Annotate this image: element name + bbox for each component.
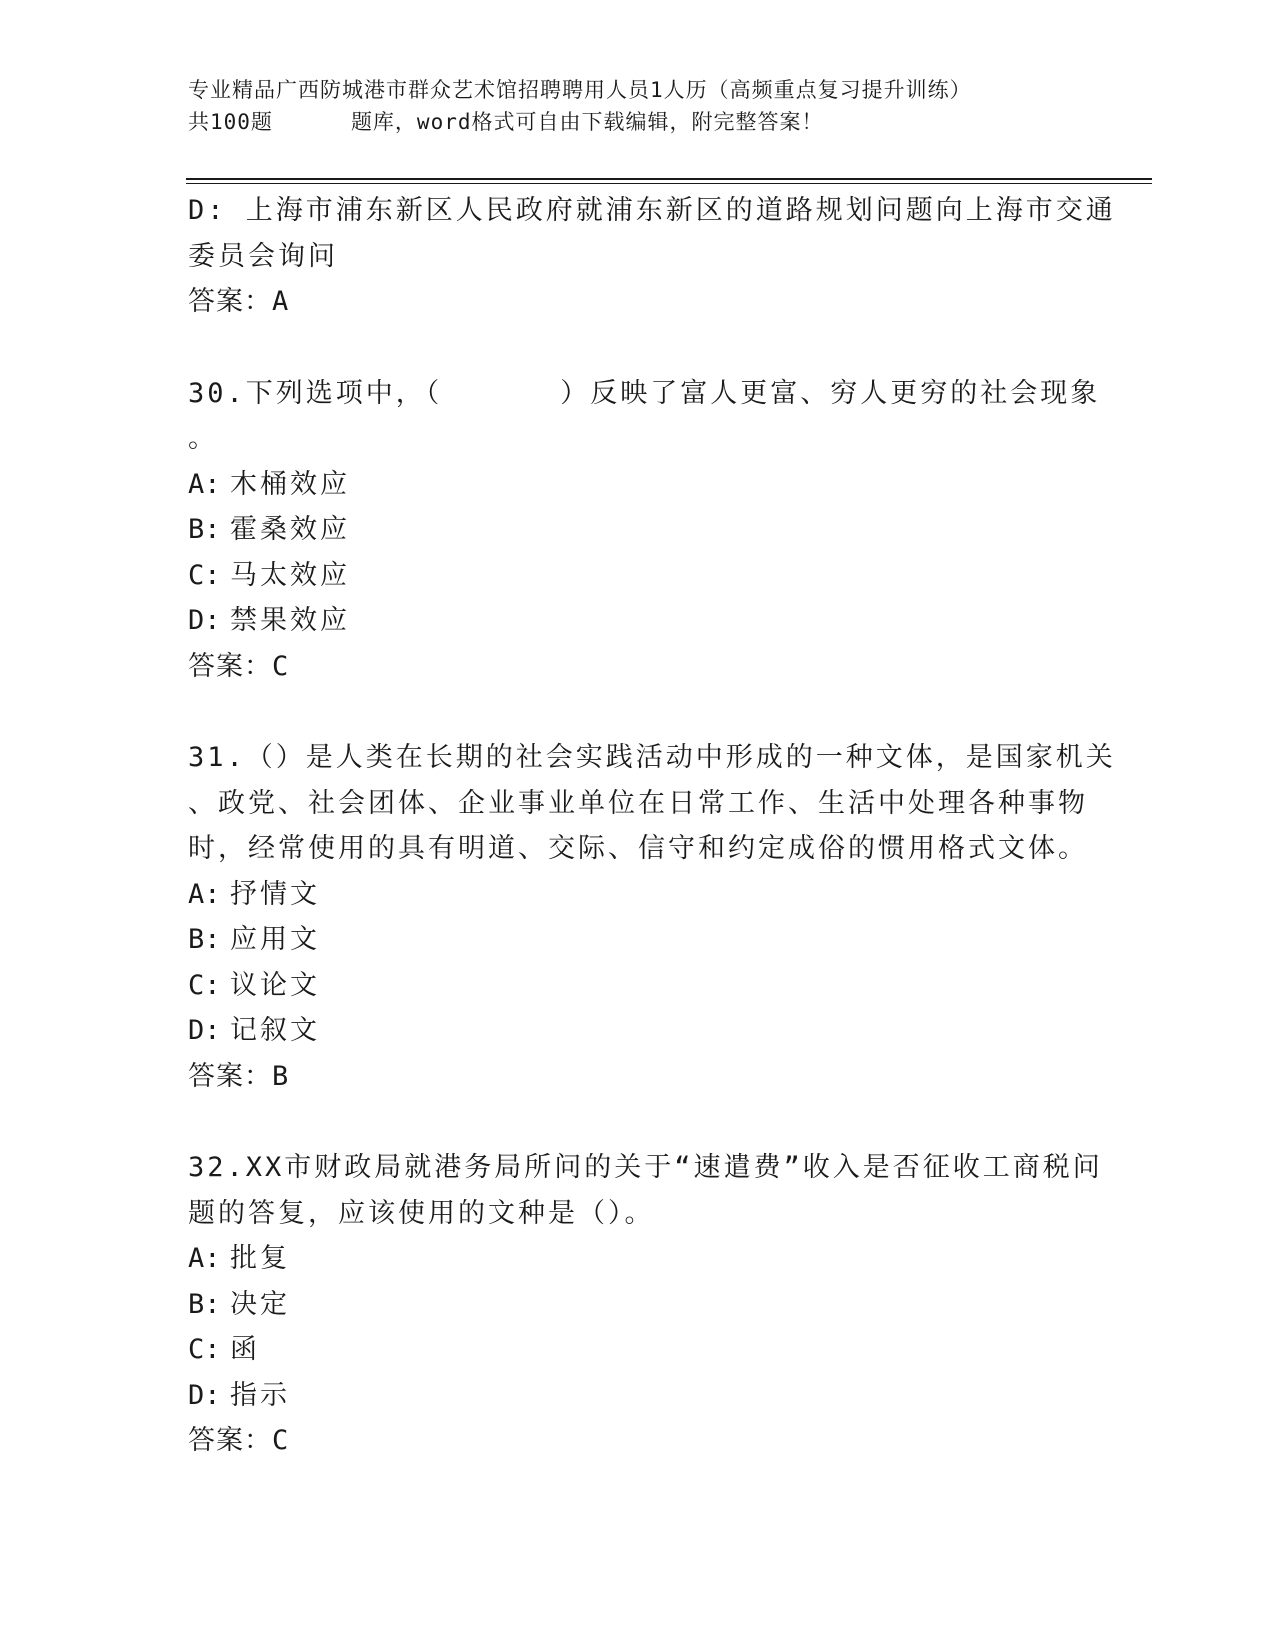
- question-stem-line: 题的答复，应该使用的文种是（）。: [188, 1197, 655, 1229]
- option-text: 记叙文: [230, 1015, 320, 1046]
- question-stem-line: 时，经常使用的具有明道、交际、信守和约定成俗的惯用格式文体。: [188, 833, 1088, 864]
- option-label: B:: [188, 1288, 221, 1320]
- answer-label: 答案：: [188, 650, 272, 682]
- option-d: [188, 598, 1088, 644]
- question-30: [188, 371, 1101, 690]
- question-answer: [188, 1054, 1088, 1100]
- header-title-line2: [188, 106, 1088, 138]
- header-description: 题库，word格式可自由下载编辑，附完整答案！: [350, 110, 824, 134]
- option-d: [188, 1008, 1088, 1054]
- option-text: 指示: [230, 1379, 290, 1411]
- option-c: [188, 963, 1088, 1009]
- option-label: C:: [188, 559, 221, 591]
- answer-value: B: [272, 1060, 290, 1092]
- answer-label: 答案：: [188, 286, 272, 317]
- option-label: A:: [188, 468, 221, 500]
- page-header: [188, 74, 1088, 138]
- option-text: 决定: [230, 1288, 290, 1320]
- option-a: [188, 462, 1088, 508]
- option-label: D:: [188, 1015, 221, 1046]
- option-label: B:: [188, 924, 221, 955]
- option-text: 马太效应: [230, 559, 350, 591]
- option-c: [188, 1327, 1088, 1373]
- question-32: [188, 1145, 1103, 1464]
- header-rule-thick: [186, 178, 1152, 180]
- option-text: 抒情文: [230, 878, 320, 910]
- answer-value: C: [272, 1425, 290, 1456]
- header-title-line1: 专业精品广西防城港市群众艺术馆招聘聘用人员1人历（高频重点复习提升训练）: [188, 78, 972, 102]
- question-answer: [188, 1418, 1088, 1464]
- question-content: [188, 188, 1116, 1464]
- answer-label: 答案：: [188, 1060, 272, 1092]
- option-text: 应用文: [230, 924, 320, 955]
- question-stem-line: 32.XX市财政局就港务局所问的关于“速遣费”收入是否征收工商税问: [188, 1152, 1103, 1183]
- option-label: D:: [188, 605, 221, 636]
- option-label: C:: [188, 969, 221, 1001]
- option-label: D:: [188, 1379, 221, 1411]
- option-b: [188, 917, 1088, 963]
- option-a: [188, 872, 1088, 918]
- option-text: 批复: [230, 1243, 290, 1274]
- answer-value: C: [272, 650, 290, 682]
- option-a: [188, 1236, 1088, 1282]
- question-stem-part2: ）反映了富人更富、穷人更穷的社会现象: [560, 377, 1101, 409]
- option-text: 函: [230, 1334, 260, 1365]
- option-b: [188, 507, 1088, 553]
- option-label: C:: [188, 1334, 221, 1365]
- option-label: B:: [188, 514, 221, 545]
- question-answer: [188, 644, 1088, 690]
- option-c: [188, 553, 1088, 599]
- question-stem-line: [188, 371, 1101, 417]
- question-stem-line: 。: [188, 423, 218, 454]
- option-b: [188, 1282, 1088, 1328]
- carry-over-option-line2: 委员会询问: [188, 240, 338, 272]
- option-d: [188, 1373, 1088, 1419]
- option-text: 议论文: [230, 969, 320, 1001]
- carry-over-answer: [188, 279, 1088, 325]
- header-rule-thin: [186, 183, 1152, 184]
- carry-over-option-line1: D: 上海市浦东新区人民政府就浦东新区的道路规划问题向上海市交通: [188, 195, 1116, 226]
- header-count: 共100题: [188, 110, 273, 134]
- option-label: A:: [188, 1243, 221, 1274]
- option-text: 霍桑效应: [230, 514, 350, 545]
- question-stem-line: 、政党、社会团体、企业事业单位在日常工作、生活中处理各种事物: [188, 787, 1088, 819]
- answer-label: 答案：: [188, 1425, 272, 1456]
- answer-value: A: [272, 286, 290, 317]
- option-text: 木桶效应: [230, 468, 350, 500]
- question-31: [188, 735, 1116, 1099]
- option-label: A:: [188, 878, 221, 910]
- option-text: 禁果效应: [230, 605, 350, 636]
- question-stem-part1: 30.下列选项中，（: [188, 377, 443, 409]
- question-stem-line: 31.（）是人类在长期的社会实践活动中形成的一种文体，是国家机关: [188, 742, 1116, 773]
